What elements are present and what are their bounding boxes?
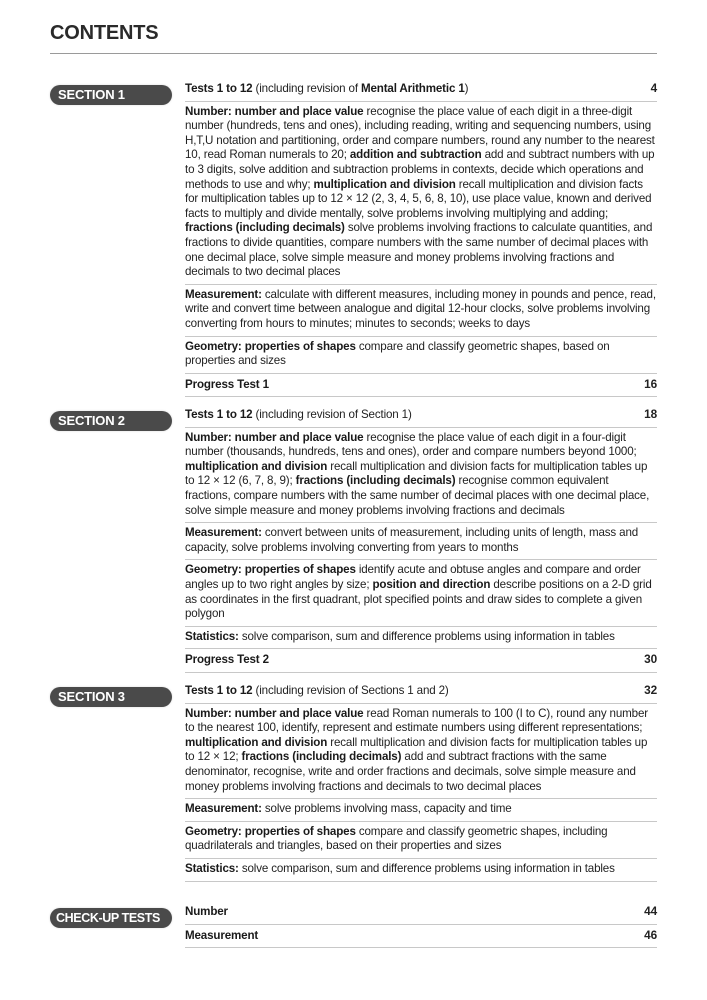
toc-entry-measurement[interactable] [185, 925, 657, 949]
toc-entry-number[interactable] [185, 901, 657, 925]
topic-number: Number: number and place value read Roman numerals to 100 (I to C), round any number to the nearest 100, identify, represent and estimate numbers using different representations; multiplication and division recall multiplication and division facts for multiplication tables up to 12 × 12; fractions (including decimals) add and subtract fractions with the same denominator, recognise, write and order fractions and decimals, solve simple measure and money problems involving fractions and decimals to two decimal places [185, 704, 657, 800]
toc-entry-tests[interactable] [185, 404, 657, 428]
section-badge: CHECK-UP TESTS [50, 908, 172, 928]
page-title: CONTENTS [50, 22, 159, 44]
topic-geometry: Geometry: properties of shapes identify acute and obtuse angles and compare and order angles up to two right angles by size; position and direction describe positions on a 2-D grid as coordinates in the first quadrant, plot specified points and draw sides to complete a given polygon [185, 560, 657, 626]
topic-statistics: Statistics: solve comparison, sum and difference problems using information in tables [185, 859, 657, 882]
topic-number: Number: number and place value recognise the place value of each digit in a four-digit number (thousands, hundreds, tens and ones), order and compare numbers beyond 1000; multiplication and division recall multiplication and division facts for multiplication tables up to 12 × 12 (6, 7, 8, 9); fractions (including decimals) recognise common equivalent fractions, compare numbers with the same number of decimal places with one decimal place, solve simple measure and money problems involving fractions and decimals [185, 428, 657, 524]
entry-label: Progress Test 2 [185, 653, 269, 667]
section-entries [185, 78, 657, 397]
section-entries [185, 901, 657, 948]
section-badge: SECTION 1 [50, 85, 172, 105]
topic-measurement: Measurement: solve problems involving mass, capacity and time [185, 799, 657, 822]
title-rule [50, 53, 657, 54]
page-number: 18 [644, 407, 657, 421]
topic-geometry: Geometry: properties of shapes compare and classify geometric shapes, including quadrilaterals and triangles, based on their properties and sizes [185, 822, 657, 859]
entry-label: Progress Test 1 [185, 377, 269, 391]
entry-label: Measurement [185, 928, 259, 942]
page-number: 16 [644, 376, 657, 391]
entry-label: Number [185, 905, 228, 918]
entry-label: Tests 1 to 12 (including revision of Mental Arithmetic 1) [185, 82, 469, 95]
entry-label: Tests 1 to 12 (including revision of Sections 1 and 2) [185, 684, 449, 697]
entry-label: Tests 1 to 12 (including revision of Section 1) [185, 408, 412, 421]
toc-entry-progress-test[interactable] [185, 374, 657, 398]
toc-entry-progress-test[interactable] [185, 649, 657, 673]
section-badge: SECTION 2 [50, 411, 172, 431]
page-number: 4 [650, 81, 657, 95]
page-number: 44 [644, 904, 657, 918]
section-entries [185, 404, 657, 673]
topic-measurement: Measurement: convert between units of measurement, including units of length, mass and capacity, solve problems involving converting from years to months [185, 523, 657, 560]
page-number: 46 [644, 927, 657, 942]
toc-entry-tests[interactable] [185, 680, 657, 704]
topic-measurement: Measurement: calculate with different measures, including money in pounds and pence, read, write and convert time between analogue and digital 12-hour clocks, solve problems involving converting from hours to minutes; minutes to seconds; weeks to days [185, 285, 657, 337]
toc-entry-tests[interactable] [185, 78, 657, 102]
topic-statistics: Statistics: solve comparison, sum and difference problems using information in tables [185, 627, 657, 650]
page-number: 32 [644, 683, 657, 697]
section-badge: SECTION 3 [50, 687, 172, 707]
topic-number: Number: number and place value recognise the place value of each digit in a three-digit number (hundreds, tens and ones), including reading, writing and sequencing numbers, using H,T,U notation and partitioning, order and compare numbers, round any number to the nearest 10, read Roman numerals to 20; addition and subtraction add and subtract numbers with up to 3 digits, solve addition and subtraction problems in contexts, decide which operations and methods to use and why; multiplication and division recall multiplication and division facts for multiplication tables up to 12 × 12 (2, 3, 4, 5, 6, 8, 10), use place value, known and derived facts to multiply and divide mentally, solve problems involving multiplying and adding; fractions (including decimals) solve problems involving fractions to calculate quantities, and fractions to divide quantities, compare numbers with the same number of decimal places with one decimal place, solve simple measure and money problems involving fractions and decimals to two decimal places [185, 102, 657, 285]
page-number: 30 [644, 652, 657, 667]
section-entries [185, 680, 657, 882]
topic-geometry: Geometry: properties of shapes compare and classify geometric shapes, based on properties and sizes [185, 337, 657, 374]
